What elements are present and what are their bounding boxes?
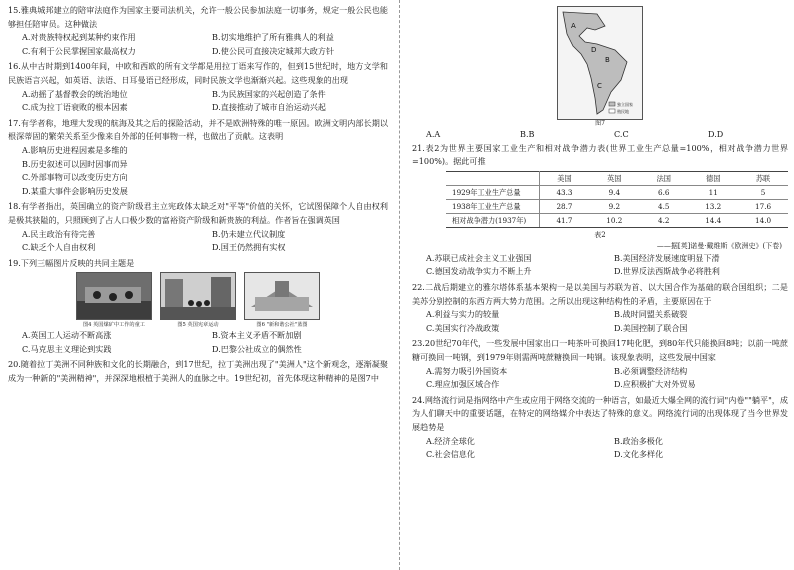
- left-column: [8, 4, 388, 388]
- table-header-cell: 英国: [589, 171, 639, 185]
- option-b: B.仍未建立代议制度: [212, 228, 286, 239]
- table-cell: 1929年工业生产总量: [446, 185, 539, 199]
- option-a: A.英国工人运动不断高涨: [22, 330, 112, 341]
- question-16: [8, 60, 388, 114]
- question-20-options: [412, 128, 788, 142]
- map-label-d: D: [591, 46, 597, 54]
- question-17: [8, 117, 388, 199]
- table-cell: 10.2: [589, 213, 639, 227]
- question-15-text: 15.雅典城邦建立的陪审法庭作为国家主要司法机关，允许一般公民参加法庭一切事务，规定一般公民也能够担任陪审员。这种做法: [8, 5, 388, 29]
- table-cell: 43.3: [539, 185, 589, 199]
- right-column: [412, 4, 788, 464]
- table-cell: 13.2: [688, 199, 738, 213]
- table-cell: 1938年工业生产总量: [446, 199, 539, 213]
- question-17-options: [8, 144, 388, 198]
- question-24-options: [412, 435, 788, 462]
- table-header-cell: 美国: [539, 171, 589, 185]
- option-a: A.苏联已成社会主义工业强国: [426, 252, 532, 263]
- question-18: [8, 200, 388, 254]
- option-c: C.马克思主义理论到实践: [22, 343, 112, 354]
- option-d: D.美国控制了联合国: [614, 322, 688, 333]
- table-cell: 14.0: [738, 213, 788, 227]
- option-d: D.某重大事件会影响历史发展: [22, 185, 128, 196]
- question-19: [8, 257, 388, 357]
- question-20-text: 20.随着拉丁美洲不同种族和文化的长期融合，到17世纪，拉丁美洲出现了"美洲人"这个新观念，逐渐凝聚成为一种新的"美洲精神"，并深深地根植于美洲人的血脉之中。19世纪初，首先体现这种精神的是图7中: [8, 359, 388, 384]
- option-b: B.资本主义矛盾不断加剧: [212, 330, 302, 341]
- map-label-c: C: [597, 82, 602, 90]
- legend-colony-swatch: [609, 109, 615, 113]
- map-label-a: A: [571, 22, 576, 30]
- option-b: B.切实地维护了所有雅典人的利益: [212, 32, 334, 43]
- option-b: B.为民族国家的兴起创造了条件: [212, 88, 326, 99]
- option-a: A.动摇了基督教会的统治地位: [22, 88, 128, 99]
- option-d: D.巴黎公社成立的偶然性: [212, 343, 302, 354]
- option-b: B.战时同盟关系破裂: [614, 309, 688, 320]
- option-d: D.文化多样化: [614, 449, 664, 460]
- table-2-source: ——据[英]诺曼·戴维斯《欧洲史》(下卷): [656, 241, 782, 250]
- figure-6-new-harmony-blueprint: [244, 272, 320, 320]
- option-c: C.成为拉丁语衰败的根本因素: [22, 102, 128, 113]
- legend-independent-swatch: [609, 102, 615, 106]
- question-19-text: 19.下列三幅图片反映的共同主题是: [8, 257, 135, 268]
- table-2-caption: 表2: [594, 230, 606, 239]
- question-22-options: [412, 308, 788, 335]
- table-2: [446, 171, 788, 228]
- question-15: [8, 4, 388, 58]
- option-c: C.美国实行冷战政策: [426, 322, 500, 333]
- table-header-cell: 德国: [688, 171, 738, 185]
- option-c: C.德国发动战争实力不断上升: [426, 266, 532, 277]
- table-cell: 5: [738, 185, 788, 199]
- question-19-options: [8, 329, 388, 356]
- table-header-cell: 法国: [639, 171, 688, 185]
- question-16-options: [8, 88, 388, 115]
- option-c: C.有利于公民掌握国家最高权力: [22, 45, 136, 56]
- table-cell: 相对战争潜力(1937年): [446, 213, 539, 227]
- option-a: A.经济全球化: [426, 435, 475, 446]
- table-cell: 4.2: [639, 213, 688, 227]
- question-18-text: 18.有学者指出，英国确立的资产阶级君主立宪政体太缺乏对"平等"价值的关怀，它试图保障个人自由权利是极其狭隘的，只照顾到了占人口极少数的富裕资产阶级和新贵族的利益。作者旨在强调英国: [8, 201, 388, 225]
- question-23-text: 23.20世纪70年代，一些发展中国家出口一吨茶叶可换回17吨化肥，到80年代只能换回8吨；以前一吨蔗糖可换回一吨钢，到1979年则需两吨蔗糖换回一吨钢。该现象表明，这些发展中国家: [412, 338, 788, 362]
- question-19-captions: [8, 321, 388, 329]
- table-row: [446, 213, 788, 227]
- question-20: [8, 358, 388, 385]
- table-row: [446, 199, 788, 213]
- option-a: A.利益与实力的较量: [426, 309, 500, 320]
- option-d: D.D: [708, 129, 724, 139]
- option-a: A.A: [426, 129, 441, 139]
- map-graphic: [557, 6, 643, 120]
- option-c: C.缺乏个人自由权利: [22, 242, 96, 253]
- legend-colony-label: 殖民地: [617, 109, 629, 114]
- question-19-figures: [8, 272, 388, 320]
- option-b: B.必须调整经济结构: [614, 365, 688, 376]
- question-15-options: [8, 31, 388, 58]
- legend-independent-label: 独立国家: [617, 102, 633, 107]
- question-24: [412, 394, 788, 462]
- option-a: A.民主政治有待完善: [22, 228, 96, 239]
- option-d: D.世界反法西斯战争必将胜利: [614, 266, 720, 277]
- option-d: D.直接推动了城市自治运动兴起: [212, 102, 326, 113]
- table-header-row: [446, 171, 788, 185]
- option-d: D.使公民可直接决定城邦大政方针: [212, 45, 335, 56]
- table-header-cell: 苏联: [738, 171, 788, 185]
- figure-4-caption: 图4 英国煤矿中工作的童工: [82, 322, 145, 329]
- option-b: B.美国经济发展速度明显下滑: [614, 252, 720, 263]
- figure-6-caption: 图6 "新和谐公社"蓝图: [256, 322, 308, 329]
- question-23-options: [412, 365, 788, 392]
- table-cell: 14.4: [688, 213, 738, 227]
- option-a: A.影响历史进程因素是多维的: [22, 144, 128, 155]
- question-21-text: 21.表2为世界主要国家工业生产和相对战争潜力表(世界工业生产总量=100%，相对战争潜力世界=100%)。据此可推: [412, 142, 788, 167]
- figure-5-chartist-movement: [160, 272, 236, 320]
- question-23: [412, 337, 788, 391]
- option-c: C.理应加强区域合作: [426, 379, 500, 390]
- option-b: B.B: [520, 129, 535, 139]
- table-cell: 28.7: [539, 199, 589, 213]
- figure-4-child-miners: [76, 272, 152, 320]
- option-c: C.社会信息化: [426, 449, 475, 460]
- map-label-b: B: [605, 56, 610, 64]
- option-a: A.对贵族特权起到某种约束作用: [22, 32, 136, 43]
- question-16-text: 16.从中古时期到1400年间，中欧和西欧的所有文学都是用拉丁语来写作的，但到15世纪时，地方文学和民族语言兴起，如英语、法语、日耳曼语已经形成，同时民族文学也渐渐兴起。这些现象的出现: [8, 61, 388, 85]
- figure-7-latin-america-map: [557, 6, 643, 120]
- question-21-options: [412, 252, 788, 279]
- question-22-text: 22.二战后期建立的雅尔塔体系基本架构一是以美国与苏联为首、以大国合作为基础的联合国组织；二是美苏分别控制的东西方两大势力范围。之所以出现这种结构性的矛盾，主要原因在于: [412, 281, 788, 306]
- option-b: B.政治多极化: [614, 435, 663, 446]
- table-header-cell: [446, 171, 539, 185]
- option-c: C.外部事物可以改变历史方向: [22, 172, 128, 183]
- column-divider: [399, 0, 400, 570]
- table-cell: 4.5: [639, 199, 688, 213]
- figure-7-caption: 图7: [595, 120, 605, 127]
- question-18-options: [8, 228, 388, 255]
- option-a: A.需努力吸引外国资本: [426, 365, 508, 376]
- question-21: [412, 142, 788, 279]
- table-cell: 41.7: [539, 213, 589, 227]
- table-cell: 11: [688, 185, 738, 199]
- question-22: [412, 281, 788, 335]
- table-cell: 9.2: [589, 199, 639, 213]
- option-b: B.历史叙述可以因时因事而异: [22, 158, 128, 169]
- option-c: C.C: [614, 129, 629, 139]
- question-24-text: 24.网络流行词是指网络中产生或应用于网络交流的一种语言，如最近大爆全网的流行词"内卷""躺平"，成为人们聊天中的重要话题，在特定的网络媒介中表达了特殊的意义。网络流行词的出现体现了当今世界发展趋势是: [412, 394, 788, 432]
- table-cell: 6.6: [639, 185, 688, 199]
- option-d: D.应积极扩大对外贸易: [614, 379, 696, 390]
- option-d: D.国王仍然拥有实权: [212, 242, 286, 253]
- figure-5-caption: 图5 英国宪章运动: [177, 322, 219, 329]
- table-cell: 9.4: [589, 185, 639, 199]
- table-row: [446, 185, 788, 199]
- question-17-text: 17.有学者称，地理大发现的航海及其之后的探险活动，并不是欧洲特殊的唯一原因。欧洲文明内部长期以根深蒂固的繁荣关系至少像来自外部的任何事物一样，也做出了贡献。这表明: [8, 117, 388, 142]
- table-cell: 17.6: [738, 199, 788, 213]
